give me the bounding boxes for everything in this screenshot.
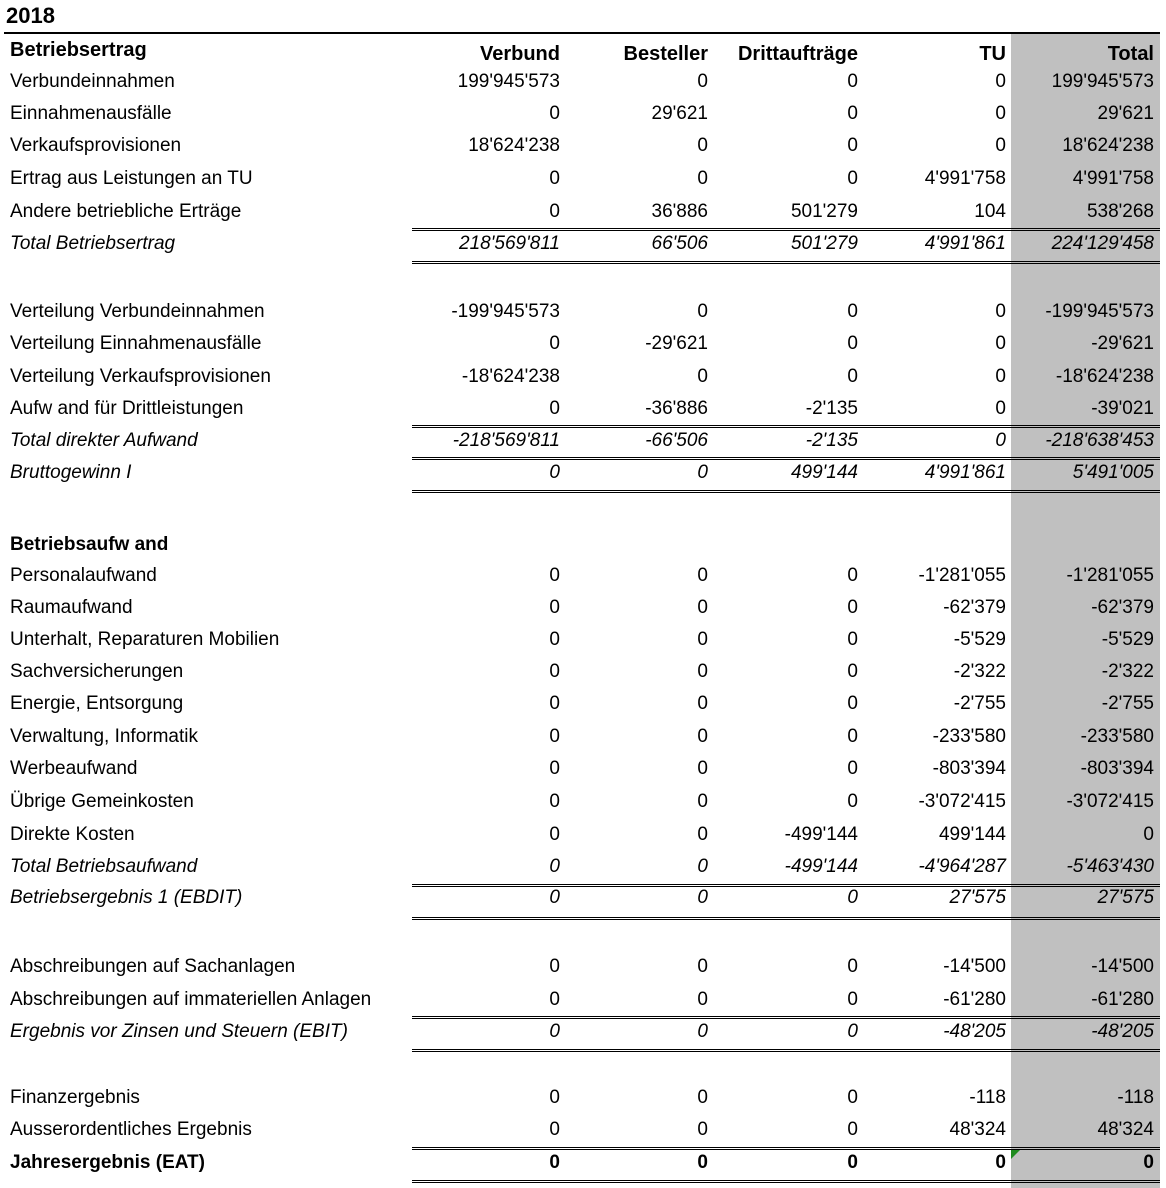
cell-verbund: 0 bbox=[549, 565, 560, 586]
row-label: Einnahmenausfälle bbox=[10, 103, 172, 124]
cell-tu: -14'500 bbox=[943, 956, 1006, 977]
cell-total: -18'624'238 bbox=[1055, 366, 1154, 387]
cell-verbund: 0 bbox=[549, 1087, 560, 1108]
cell-total: -14'500 bbox=[1091, 956, 1154, 977]
cell-tu: -233'580 bbox=[932, 726, 1006, 747]
cell-verbund: -18'624'238 bbox=[461, 366, 560, 387]
row-label: Sachversicherungen bbox=[10, 661, 184, 682]
cell-drittauftraege: 0 bbox=[847, 168, 858, 189]
cell-total: 199'945'573 bbox=[1051, 71, 1154, 92]
cell-besteller: -36'886 bbox=[645, 398, 708, 419]
cell-total: -118 bbox=[1117, 1087, 1154, 1108]
row-label: Total direkter Aufwand bbox=[10, 430, 198, 451]
cell-besteller: 0 bbox=[697, 989, 708, 1010]
cell-drittauftraege: 0 bbox=[847, 1119, 858, 1140]
table-row bbox=[0, 361, 1166, 393]
cell-drittauftraege: 0 bbox=[847, 758, 858, 779]
cell-total: -5'463'430 bbox=[1066, 856, 1154, 877]
row-label: Jahresergebnis (EAT) bbox=[10, 1152, 205, 1173]
cell-drittauftraege: 0 bbox=[847, 301, 858, 322]
table-row bbox=[0, 882, 1166, 914]
cell-verbund: 0 bbox=[549, 1152, 560, 1173]
cell-tu: -1'281'055 bbox=[918, 565, 1006, 586]
cell-total: 29'621 bbox=[1097, 103, 1154, 124]
row-label: Verteilung Verbundeinnahmen bbox=[10, 301, 265, 322]
cell-besteller: 0 bbox=[697, 824, 708, 845]
cell-total: -2'322 bbox=[1101, 661, 1154, 682]
table-row bbox=[0, 196, 1166, 228]
cell-besteller: -29'621 bbox=[645, 333, 708, 354]
cell-tu: -61'280 bbox=[943, 989, 1006, 1010]
row-label: Direkte Kosten bbox=[10, 824, 135, 845]
cell-besteller: 0 bbox=[697, 597, 708, 618]
cell-besteller: -66'506 bbox=[645, 430, 708, 451]
section-header-betriebsertrag: Betriebsertrag bbox=[10, 39, 147, 61]
cell-drittauftraege: 501'279 bbox=[790, 233, 858, 254]
cell-total: -62'379 bbox=[1091, 597, 1154, 618]
cell-drittauftraege: 0 bbox=[847, 693, 858, 714]
row-label: Verteilung Verkaufsprovisionen bbox=[10, 366, 271, 387]
cell-verbund: 0 bbox=[549, 168, 560, 189]
row-label: Andere betriebliche Erträge bbox=[10, 201, 242, 222]
cell-tu: 0 bbox=[995, 333, 1006, 354]
cell-besteller: 0 bbox=[697, 301, 708, 322]
cell-drittauftraege: 0 bbox=[847, 333, 858, 354]
cell-drittauftraege: -499'144 bbox=[784, 824, 858, 845]
cell-total: 0 bbox=[1143, 824, 1154, 845]
cell-tu: -2'322 bbox=[953, 661, 1006, 682]
cell-besteller: 0 bbox=[697, 168, 708, 189]
cell-besteller: 0 bbox=[697, 1087, 708, 1108]
table-row bbox=[0, 688, 1166, 720]
col-header-verbund: Verbund bbox=[479, 43, 560, 65]
cell-tu: -3'072'415 bbox=[918, 791, 1006, 812]
cell-drittauftraege: 0 bbox=[847, 791, 858, 812]
cell-drittauftraege: -499'144 bbox=[784, 856, 858, 877]
cell-drittauftraege: 0 bbox=[847, 366, 858, 387]
cell-verbund: -199'945'573 bbox=[451, 301, 560, 322]
table-row bbox=[0, 228, 1166, 260]
cell-total: -2'755 bbox=[1101, 693, 1154, 714]
col-header-besteller: Besteller bbox=[623, 43, 708, 65]
table-row bbox=[0, 130, 1166, 162]
table-row bbox=[0, 393, 1166, 425]
cell-verbund: 218'569'811 bbox=[459, 233, 560, 254]
cell-tu: 0 bbox=[995, 1152, 1006, 1173]
cell-total: -48'205 bbox=[1091, 1021, 1154, 1042]
cell-besteller: 0 bbox=[697, 1021, 708, 1042]
cell-tu: -62'379 bbox=[943, 597, 1006, 618]
row-label: Aufw and für Drittleistungen bbox=[10, 398, 244, 419]
cell-drittauftraege: 0 bbox=[847, 661, 858, 682]
table-row bbox=[0, 753, 1166, 785]
cell-verbund: 0 bbox=[549, 887, 560, 908]
cell-drittauftraege: -2'135 bbox=[805, 430, 858, 451]
cell-total: 224'129'458 bbox=[1051, 233, 1154, 254]
cell-tu: 0 bbox=[995, 71, 1006, 92]
table-row bbox=[0, 984, 1166, 1016]
cell-drittauftraege: 0 bbox=[847, 989, 858, 1010]
cell-drittauftraege: 0 bbox=[847, 726, 858, 747]
cell-drittauftraege: 0 bbox=[847, 956, 858, 977]
cell-tu: 4'991'861 bbox=[924, 462, 1006, 483]
cell-drittauftraege: 0 bbox=[847, 135, 858, 156]
cell-verbund: 0 bbox=[549, 103, 560, 124]
cell-besteller: 0 bbox=[697, 887, 708, 908]
cell-verbund: 0 bbox=[549, 693, 560, 714]
cell-besteller: 0 bbox=[697, 726, 708, 747]
cell-verbund: 0 bbox=[549, 856, 560, 877]
row-label: Ergebnis vor Zinsen und Steuern (EBIT) bbox=[10, 1021, 348, 1042]
cell-drittauftraege: 0 bbox=[847, 887, 858, 908]
cell-tu: 0 bbox=[995, 301, 1006, 322]
cell-total: -61'280 bbox=[1091, 989, 1154, 1010]
row-label: Raumaufwand bbox=[10, 597, 133, 618]
cell-total: 48'324 bbox=[1097, 1119, 1154, 1140]
table-row bbox=[0, 951, 1166, 983]
table-row bbox=[0, 66, 1166, 98]
cell-tu: 0 bbox=[995, 398, 1006, 419]
cell-besteller: 0 bbox=[697, 758, 708, 779]
cell-verbund: 0 bbox=[549, 824, 560, 845]
cell-drittauftraege: -2'135 bbox=[805, 398, 858, 419]
row-label: Betriebsergebnis 1 (EBDIT) bbox=[10, 887, 243, 908]
table-row bbox=[0, 851, 1166, 883]
cell-total: -5'529 bbox=[1101, 629, 1154, 650]
table-row bbox=[0, 328, 1166, 360]
row-label: Personalaufwand bbox=[10, 565, 157, 586]
cell-total: 538'268 bbox=[1086, 201, 1154, 222]
cell-besteller: 0 bbox=[697, 856, 708, 877]
row-separator-line bbox=[412, 917, 1160, 920]
cell-drittauftraege: 0 bbox=[847, 1021, 858, 1042]
column-header-row bbox=[0, 34, 1166, 66]
row-separator-line bbox=[412, 490, 1160, 493]
row-label: Total Betriebsertrag bbox=[10, 233, 176, 254]
cell-total: -233'580 bbox=[1080, 726, 1154, 747]
row-label: Bruttogewinn I bbox=[10, 462, 132, 483]
cell-verbund: 18'624'238 bbox=[468, 135, 560, 156]
cell-tu: -4'964'287 bbox=[918, 856, 1006, 877]
cell-tu: -118 bbox=[969, 1087, 1006, 1108]
cell-verbund: 0 bbox=[549, 956, 560, 977]
cell-total: 18'624'238 bbox=[1062, 135, 1154, 156]
table-row bbox=[0, 592, 1166, 624]
cell-total: 5'491'005 bbox=[1072, 462, 1154, 483]
cell-drittauftraege: 0 bbox=[847, 1152, 858, 1173]
row-label: Abschreibungen auf immateriellen Anlagen bbox=[10, 989, 372, 1010]
cell-verbund: 0 bbox=[549, 726, 560, 747]
row-label: Abschreibungen auf Sachanlagen bbox=[10, 956, 296, 977]
row-label: Finanzergebnis bbox=[10, 1087, 140, 1108]
cell-drittauftraege: 499'144 bbox=[790, 462, 858, 483]
cell-drittauftraege: 501'279 bbox=[790, 201, 858, 222]
row-label: Unterhalt, Reparaturen Mobilien bbox=[10, 629, 280, 650]
cell-besteller: 0 bbox=[697, 71, 708, 92]
cell-verbund: 0 bbox=[549, 758, 560, 779]
cell-total: -1'281'055 bbox=[1066, 565, 1154, 586]
cell-verbund: 0 bbox=[549, 1119, 560, 1140]
cell-verbund: 0 bbox=[549, 791, 560, 812]
cell-tu: 4'991'758 bbox=[924, 168, 1006, 189]
col-header-total: Total bbox=[1107, 43, 1154, 65]
cell-besteller: 0 bbox=[697, 462, 708, 483]
cell-tu: -48'205 bbox=[943, 1021, 1006, 1042]
cell-verbund: -218'569'811 bbox=[452, 430, 560, 451]
table-row bbox=[0, 1082, 1166, 1114]
cell-tu: 4'991'861 bbox=[924, 233, 1006, 254]
cell-drittauftraege: 0 bbox=[847, 71, 858, 92]
table-row bbox=[0, 560, 1166, 592]
table-row bbox=[0, 296, 1166, 328]
row-label: Verkaufsprovisionen bbox=[10, 135, 182, 156]
cell-tu: 104 bbox=[974, 201, 1006, 222]
cell-tu: -2'755 bbox=[953, 693, 1006, 714]
cell-besteller: 0 bbox=[697, 366, 708, 387]
row-label: Ertrag aus Leistungen an TU bbox=[10, 168, 253, 189]
cell-tu: 499'144 bbox=[938, 824, 1006, 845]
cell-drittauftraege: 0 bbox=[847, 629, 858, 650]
cell-verbund: 0 bbox=[549, 462, 560, 483]
table-row bbox=[0, 529, 1166, 561]
cell-tu: 0 bbox=[995, 103, 1006, 124]
row-separator-line bbox=[412, 261, 1160, 264]
table-row bbox=[0, 786, 1166, 818]
row-label: Übrige Gemeinkosten bbox=[10, 791, 194, 812]
cell-total: -29'621 bbox=[1091, 333, 1154, 354]
cell-verbund: 199'945'573 bbox=[457, 71, 560, 92]
table-row bbox=[0, 1114, 1166, 1146]
cell-total: -39'021 bbox=[1091, 398, 1154, 419]
table-row bbox=[0, 819, 1166, 851]
cell-besteller: 0 bbox=[697, 1119, 708, 1140]
row-label: Verbundeinnahmen bbox=[10, 71, 175, 92]
cell-besteller: 0 bbox=[697, 791, 708, 812]
table-row bbox=[0, 163, 1166, 195]
cell-besteller: 0 bbox=[697, 565, 708, 586]
cell-verbund: 0 bbox=[549, 989, 560, 1010]
cell-verbund: 0 bbox=[549, 201, 560, 222]
cell-drittauftraege: 0 bbox=[847, 597, 858, 618]
cell-tu: 0 bbox=[995, 135, 1006, 156]
table-row bbox=[0, 1147, 1166, 1179]
cell-verbund: 0 bbox=[549, 597, 560, 618]
year-title: 2018 bbox=[6, 3, 55, 28]
cell-drittauftraege: 0 bbox=[847, 1087, 858, 1108]
cell-total: 4'991'758 bbox=[1072, 168, 1154, 189]
row-label: Verwaltung, Informatik bbox=[10, 726, 198, 747]
row-label: Total Betriebsaufwand bbox=[10, 856, 198, 877]
table-row bbox=[0, 425, 1166, 457]
cell-besteller: 66'506 bbox=[651, 233, 708, 254]
cell-drittauftraege: 0 bbox=[847, 565, 858, 586]
cell-total: -3'072'415 bbox=[1066, 791, 1154, 812]
cell-besteller: 0 bbox=[697, 661, 708, 682]
cell-besteller: 0 bbox=[697, 629, 708, 650]
row-label: Werbeaufwand bbox=[10, 758, 138, 779]
cell-tu: 27'575 bbox=[949, 887, 1006, 908]
cell-tu: -803'394 bbox=[932, 758, 1006, 779]
cell-verbund: 0 bbox=[549, 333, 560, 354]
col-header-tu: TU bbox=[979, 43, 1006, 65]
table-row bbox=[0, 656, 1166, 688]
table-row bbox=[0, 721, 1166, 753]
row-label: Energie, Entsorgung bbox=[10, 693, 184, 714]
row-label: Betriebsaufw and bbox=[10, 534, 169, 555]
row-label: Ausserordentliches Ergebnis bbox=[10, 1119, 252, 1140]
cell-verbund: 0 bbox=[549, 629, 560, 650]
row-separator-line bbox=[412, 1180, 1160, 1183]
table-row bbox=[0, 457, 1166, 489]
cell-comment-marker-icon bbox=[1011, 1150, 1020, 1159]
cell-tu: -5'529 bbox=[953, 629, 1006, 650]
cell-tu: 0 bbox=[995, 366, 1006, 387]
cell-total: 0 bbox=[1143, 1152, 1154, 1173]
cell-drittauftraege: 0 bbox=[847, 103, 858, 124]
col-header-drittauftraege: Drittaufträge bbox=[737, 43, 858, 65]
cell-verbund: 0 bbox=[549, 661, 560, 682]
cell-total: -803'394 bbox=[1080, 758, 1154, 779]
cell-tu: 48'324 bbox=[949, 1119, 1006, 1140]
row-separator-line bbox=[412, 1049, 1160, 1052]
table-row bbox=[0, 1016, 1166, 1048]
cell-besteller: 0 bbox=[697, 1152, 708, 1173]
cell-tu: 0 bbox=[995, 430, 1006, 451]
table-row bbox=[0, 98, 1166, 130]
cell-verbund: 0 bbox=[549, 1021, 560, 1042]
cell-besteller: 0 bbox=[697, 135, 708, 156]
cell-total: -199'945'573 bbox=[1045, 301, 1154, 322]
cell-total: -218'638'453 bbox=[1045, 430, 1154, 451]
cell-verbund: 0 bbox=[549, 398, 560, 419]
row-label: Verteilung Einnahmenausfälle bbox=[10, 333, 262, 354]
table-row bbox=[0, 624, 1166, 656]
cell-total: 27'575 bbox=[1097, 887, 1154, 908]
cell-besteller: 0 bbox=[697, 693, 708, 714]
cell-besteller: 29'621 bbox=[651, 103, 708, 124]
cell-besteller: 36'886 bbox=[651, 201, 708, 222]
cell-besteller: 0 bbox=[697, 956, 708, 977]
